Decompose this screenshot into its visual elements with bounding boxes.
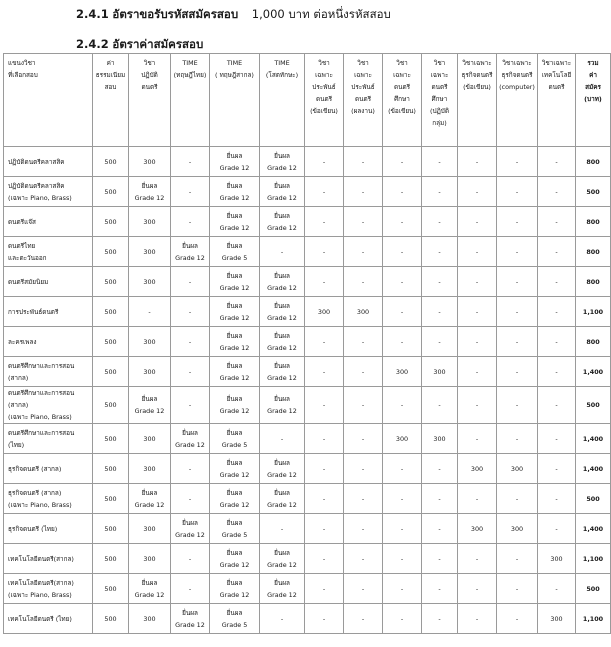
cell-music-education-ensemble: - xyxy=(422,207,458,237)
cell-music-education-ensemble: - xyxy=(422,387,458,424)
cell-time-western-theory: ยื่นผล Grade 12 xyxy=(210,267,260,297)
cell-exam-fee: 500 xyxy=(93,454,129,484)
cell-composition-written: - xyxy=(305,454,344,484)
cell-music-education-ensemble: - xyxy=(422,237,458,267)
cell-composition-portfolio: - xyxy=(344,207,383,237)
cell-music-practice: 300 xyxy=(129,454,171,484)
cell-time-ear-training: ยื่นผล Grade 12 xyxy=(260,177,305,207)
cell-composition-portfolio: - xyxy=(344,574,383,604)
cell-music-education-ensemble: 300 xyxy=(422,357,458,387)
header-music-practice: วิชา ปฏิบัติ ดนตรี xyxy=(129,54,171,147)
table-row xyxy=(4,357,611,387)
header-music-education-written: วิชา เฉพาะ ดนตรี ศึกษา (ข้อเขียน) xyxy=(383,54,422,147)
cell-exam-fee: 500 xyxy=(93,177,129,207)
section-title: อัตราค่าสมัครสอบ xyxy=(112,37,204,51)
cell-time-ear-training: ยื่นผล Grade 12 xyxy=(260,357,305,387)
cell-exam-fee: 500 xyxy=(93,297,129,327)
cell-subject: ปฏิบัติดนตรีคลาสสิค (เฉพาะ Piano, Brass) xyxy=(4,177,93,207)
cell-music-education-ensemble: - xyxy=(422,574,458,604)
cell-music-education-written: - xyxy=(383,387,422,424)
cell-time-ear-training: ยื่นผล Grade 12 xyxy=(260,574,305,604)
cell-music-education-ensemble: - xyxy=(422,177,458,207)
header-music-business-computer: วิชาเฉพาะ ธุรกิจดนตรี (computer) xyxy=(497,54,538,147)
cell-music-business-computer: 300 xyxy=(497,514,538,544)
cell-subject: การประพันธ์ดนตรี xyxy=(4,297,93,327)
cell-composition-portfolio: - xyxy=(344,327,383,357)
cell-music-technology: - xyxy=(538,177,576,207)
cell-music-education-written: - xyxy=(383,327,422,357)
cell-composition-portfolio: - xyxy=(344,387,383,424)
section-note: 1,000 บาท ต่อหนึ่งรหัสสอบ xyxy=(251,7,391,21)
cell-composition-portfolio: 300 xyxy=(344,297,383,327)
cell-music-business-computer: - xyxy=(497,387,538,424)
table-row xyxy=(4,267,611,297)
cell-music-business-written: - xyxy=(458,177,497,207)
cell-music-technology: 300 xyxy=(538,604,576,634)
header-time-western-theory: TIME ( ทฤษฎีสากล) xyxy=(210,54,260,147)
cell-time-ear-training: - xyxy=(260,514,305,544)
cell-composition-portfolio: - xyxy=(344,237,383,267)
cell-total-fee: 1,400 xyxy=(576,454,611,484)
cell-music-education-ensemble: - xyxy=(422,147,458,177)
cell-time-western-theory: ยื่นผล Grade 12 xyxy=(210,327,260,357)
cell-music-business-written: - xyxy=(458,424,497,454)
cell-time-thai-theory: ยื่นผล Grade 12 xyxy=(171,604,210,634)
cell-subject: ธุรกิจดนตรี (ไทย) xyxy=(4,514,93,544)
cell-time-western-theory: ยื่นผล Grade 12 xyxy=(210,297,260,327)
cell-exam-fee: 500 xyxy=(93,604,129,634)
table-row xyxy=(4,574,611,604)
cell-time-ear-training: ยื่นผล Grade 12 xyxy=(260,147,305,177)
cell-music-education-written: - xyxy=(383,147,422,177)
cell-music-business-computer: - xyxy=(497,357,538,387)
cell-music-business-written: - xyxy=(458,357,497,387)
cell-time-western-theory: ยื่นผล Grade 12 xyxy=(210,574,260,604)
cell-composition-written: 300 xyxy=(305,297,344,327)
cell-time-ear-training: ยื่นผล Grade 12 xyxy=(260,544,305,574)
cell-time-thai-theory: - xyxy=(171,574,210,604)
cell-time-western-theory: ยื่นผล Grade 12 xyxy=(210,177,260,207)
cell-music-practice: 300 xyxy=(129,544,171,574)
cell-music-education-written: - xyxy=(383,207,422,237)
cell-music-business-computer: - xyxy=(497,484,538,514)
cell-time-ear-training: ยื่นผล Grade 12 xyxy=(260,484,305,514)
cell-music-business-computer: - xyxy=(497,207,538,237)
cell-music-practice: ยื่นผล Grade 12 xyxy=(129,387,171,424)
cell-total-fee: 800 xyxy=(576,147,611,177)
cell-music-practice: 300 xyxy=(129,147,171,177)
cell-music-education-written: - xyxy=(383,177,422,207)
table-row xyxy=(4,484,611,514)
cell-music-education-ensemble: - xyxy=(422,267,458,297)
cell-music-business-computer: - xyxy=(497,424,538,454)
cell-music-education-ensemble: 300 xyxy=(422,424,458,454)
cell-music-education-ensemble: - xyxy=(422,604,458,634)
cell-music-education-ensemble: - xyxy=(422,327,458,357)
cell-exam-fee: 500 xyxy=(93,207,129,237)
cell-total-fee: 500 xyxy=(576,574,611,604)
section-number: 2.4.2 xyxy=(76,37,109,51)
cell-music-business-computer: 300 xyxy=(497,454,538,484)
cell-music-technology: - xyxy=(538,237,576,267)
cell-subject: ดนตรีไทย และตะวันออก xyxy=(4,237,93,267)
cell-music-technology: - xyxy=(538,574,576,604)
cell-subject: ดนตรีศึกษาและการสอน (สากล) xyxy=(4,357,93,387)
cell-music-education-ensemble: - xyxy=(422,544,458,574)
cell-music-practice: 300 xyxy=(129,237,171,267)
cell-time-western-theory: ยื่นผล Grade 5 xyxy=(210,514,260,544)
cell-composition-written: - xyxy=(305,147,344,177)
cell-music-technology: - xyxy=(538,514,576,544)
table-row xyxy=(4,454,611,484)
cell-time-thai-theory: ยื่นผล Grade 12 xyxy=(171,237,210,267)
cell-total-fee: 800 xyxy=(576,267,611,297)
cell-time-thai-theory: ยื่นผล Grade 12 xyxy=(171,424,210,454)
cell-time-western-theory: ยื่นผล Grade 12 xyxy=(210,207,260,237)
cell-music-technology: - xyxy=(538,454,576,484)
table-row xyxy=(4,544,611,574)
cell-music-practice: 300 xyxy=(129,267,171,297)
header-music-technology: วิชาเฉพาะ เทคโนโลยี ดนตรี xyxy=(538,54,576,147)
cell-music-practice: 300 xyxy=(129,357,171,387)
cell-exam-fee: 500 xyxy=(93,357,129,387)
cell-subject: ดนตรีศึกษาและการสอน (สากล) (เฉพาะ Piano, Brass) xyxy=(4,387,93,424)
cell-total-fee: 500 xyxy=(576,177,611,207)
table-row xyxy=(4,207,611,237)
cell-music-education-ensemble: - xyxy=(422,514,458,544)
cell-composition-written: - xyxy=(305,207,344,237)
cell-total-fee: 1,100 xyxy=(576,297,611,327)
cell-time-thai-theory: - xyxy=(171,387,210,424)
cell-total-fee: 1,400 xyxy=(576,514,611,544)
cell-time-ear-training: - xyxy=(260,237,305,267)
cell-music-business-computer: - xyxy=(497,297,538,327)
cell-music-business-written: - xyxy=(458,147,497,177)
cell-total-fee: 500 xyxy=(576,387,611,424)
cell-time-ear-training: - xyxy=(260,424,305,454)
table-row xyxy=(4,514,611,544)
cell-time-western-theory: ยื่นผล Grade 5 xyxy=(210,237,260,267)
cell-music-practice: 300 xyxy=(129,424,171,454)
cell-music-technology: - xyxy=(538,267,576,297)
section-title: อัตราขอรับรหัสสมัครสอบ xyxy=(112,7,239,21)
cell-composition-written: - xyxy=(305,327,344,357)
cell-music-technology: - xyxy=(538,424,576,454)
cell-music-technology: - xyxy=(538,357,576,387)
cell-composition-portfolio: - xyxy=(344,267,383,297)
cell-music-education-written: - xyxy=(383,484,422,514)
cell-music-technology: - xyxy=(538,484,576,514)
cell-music-technology: - xyxy=(538,387,576,424)
table-header-row xyxy=(4,54,611,147)
cell-music-business-written: - xyxy=(458,297,497,327)
header-total-fee: รวม ค่า สมัคร (บาท) xyxy=(576,54,611,147)
cell-music-business-written: 300 xyxy=(458,514,497,544)
cell-music-technology: - xyxy=(538,207,576,237)
cell-composition-portfolio: - xyxy=(344,544,383,574)
cell-music-education-written: - xyxy=(383,544,422,574)
cell-composition-portfolio: - xyxy=(344,147,383,177)
cell-time-thai-theory: - xyxy=(171,267,210,297)
table-row xyxy=(4,177,611,207)
cell-music-business-written: - xyxy=(458,574,497,604)
cell-time-thai-theory: - xyxy=(171,327,210,357)
header-exam-fee: ค่า ธรรมเนียม สอบ xyxy=(93,54,129,147)
cell-music-business-written: - xyxy=(458,604,497,634)
cell-music-technology: 300 xyxy=(538,544,576,574)
cell-music-business-written: - xyxy=(458,267,497,297)
cell-composition-portfolio: - xyxy=(344,604,383,634)
cell-music-education-written: - xyxy=(383,574,422,604)
cell-music-education-ensemble: - xyxy=(422,484,458,514)
cell-composition-written: - xyxy=(305,357,344,387)
cell-music-education-ensemble: - xyxy=(422,454,458,484)
cell-music-business-written: 300 xyxy=(458,454,497,484)
cell-composition-written: - xyxy=(305,177,344,207)
cell-composition-written: - xyxy=(305,237,344,267)
table-row xyxy=(4,147,611,177)
section-number: 2.4.1 xyxy=(76,7,109,21)
cell-music-education-written: - xyxy=(383,297,422,327)
cell-music-education-written: - xyxy=(383,604,422,634)
cell-total-fee: 1,400 xyxy=(576,357,611,387)
cell-time-ear-training: ยื่นผล Grade 12 xyxy=(260,297,305,327)
cell-music-business-computer: - xyxy=(497,147,538,177)
cell-subject: ดนตรีสมัยนิยม xyxy=(4,267,93,297)
cell-time-thai-theory: - xyxy=(171,177,210,207)
cell-music-practice: 300 xyxy=(129,604,171,634)
cell-exam-fee: 500 xyxy=(93,424,129,454)
cell-time-western-theory: ยื่นผล Grade 5 xyxy=(210,604,260,634)
section-heading-application-fee xyxy=(76,36,203,54)
cell-music-education-written: - xyxy=(383,514,422,544)
cell-music-practice: - xyxy=(129,297,171,327)
cell-exam-fee: 500 xyxy=(93,237,129,267)
cell-time-western-theory: ยื่นผล Grade 12 xyxy=(210,357,260,387)
cell-exam-fee: 500 xyxy=(93,327,129,357)
cell-time-western-theory: ยื่นผล Grade 5 xyxy=(210,424,260,454)
cell-composition-written: - xyxy=(305,574,344,604)
cell-composition-written: - xyxy=(305,484,344,514)
cell-exam-fee: 500 xyxy=(93,147,129,177)
table-row xyxy=(4,387,611,424)
cell-music-education-written: - xyxy=(383,267,422,297)
cell-music-education-written: - xyxy=(383,237,422,267)
cell-time-thai-theory: - xyxy=(171,147,210,177)
fee-table-body xyxy=(4,147,611,634)
cell-music-practice: ยื่นผล Grade 12 xyxy=(129,574,171,604)
cell-total-fee: 1,100 xyxy=(576,544,611,574)
cell-time-western-theory: ยื่นผล Grade 12 xyxy=(210,454,260,484)
header-composition-portfolio: วิชา เฉพาะ ประพันธ์ ดนตรี (ผลงาน) xyxy=(344,54,383,147)
cell-time-thai-theory: - xyxy=(171,454,210,484)
cell-composition-written: - xyxy=(305,514,344,544)
cell-time-western-theory: ยื่นผล Grade 12 xyxy=(210,484,260,514)
cell-subject: ธุรกิจดนตรี (สากล) (เฉพาะ Piano, Brass) xyxy=(4,484,93,514)
cell-composition-written: - xyxy=(305,424,344,454)
cell-subject: เทคโนโลยีดนตรี(สากล) (เฉพาะ Piano, Brass) xyxy=(4,574,93,604)
cell-composition-written: - xyxy=(305,267,344,297)
cell-music-education-written: - xyxy=(383,454,422,484)
cell-subject: เทคโนโลยีดนตรี (ไทย) xyxy=(4,604,93,634)
cell-composition-portfolio: - xyxy=(344,357,383,387)
table-row xyxy=(4,424,611,454)
header-music-business-written: วิชาเฉพาะ ธุรกิจดนตรี (ข้อเขียน) xyxy=(458,54,497,147)
cell-music-practice: ยื่นผล Grade 12 xyxy=(129,177,171,207)
cell-subject: ดนตรีศึกษาและการสอน (ไทย) xyxy=(4,424,93,454)
cell-time-western-theory: ยื่นผล Grade 12 xyxy=(210,387,260,424)
cell-music-practice: 300 xyxy=(129,207,171,237)
cell-subject: ธุรกิจดนตรี (สากล) xyxy=(4,454,93,484)
cell-exam-fee: 500 xyxy=(93,514,129,544)
cell-total-fee: 1,400 xyxy=(576,424,611,454)
cell-composition-written: - xyxy=(305,604,344,634)
cell-music-business-computer: - xyxy=(497,327,538,357)
cell-subject: ละครเพลง xyxy=(4,327,93,357)
cell-time-ear-training: ยื่นผล Grade 12 xyxy=(260,207,305,237)
cell-total-fee: 800 xyxy=(576,327,611,357)
cell-music-education-written: 300 xyxy=(383,424,422,454)
table-row xyxy=(4,297,611,327)
cell-time-thai-theory: - xyxy=(171,207,210,237)
cell-exam-fee: 500 xyxy=(93,574,129,604)
cell-exam-fee: 500 xyxy=(93,267,129,297)
header-music-education-ensemble: วิชา เฉพาะ ดนตรี ศึกษา (ปฏิบัติ กลุ่ม) xyxy=(422,54,458,147)
cell-composition-portfolio: - xyxy=(344,514,383,544)
cell-time-thai-theory: - xyxy=(171,544,210,574)
cell-time-thai-theory: ยื่นผล Grade 12 xyxy=(171,514,210,544)
cell-music-education-written: 300 xyxy=(383,357,422,387)
cell-music-technology: - xyxy=(538,297,576,327)
cell-composition-portfolio: - xyxy=(344,484,383,514)
cell-time-ear-training: ยื่นผล Grade 12 xyxy=(260,454,305,484)
cell-time-ear-training: ยื่นผล Grade 12 xyxy=(260,387,305,424)
cell-time-thai-theory: - xyxy=(171,357,210,387)
cell-music-business-computer: - xyxy=(497,177,538,207)
cell-time-thai-theory: - xyxy=(171,484,210,514)
cell-time-thai-theory: - xyxy=(171,297,210,327)
header-composition-written: วิชา เฉพาะ ประพันธ์ ดนตรี (ข้อเขียน) xyxy=(305,54,344,147)
cell-exam-fee: 500 xyxy=(93,544,129,574)
cell-music-business-written: - xyxy=(458,207,497,237)
cell-music-business-computer: - xyxy=(497,604,538,634)
cell-music-business-written: - xyxy=(458,387,497,424)
cell-total-fee: 800 xyxy=(576,237,611,267)
table-row xyxy=(4,237,611,267)
cell-exam-fee: 500 xyxy=(93,484,129,514)
cell-music-business-computer: - xyxy=(497,237,538,267)
cell-total-fee: 800 xyxy=(576,207,611,237)
cell-exam-fee: 500 xyxy=(93,387,129,424)
cell-total-fee: 1,100 xyxy=(576,604,611,634)
cell-composition-written: - xyxy=(305,544,344,574)
cell-time-western-theory: ยื่นผล Grade 12 xyxy=(210,544,260,574)
cell-music-practice: 300 xyxy=(129,327,171,357)
cell-subject: ดนตรีแจ๊ส xyxy=(4,207,93,237)
cell-music-education-ensemble: - xyxy=(422,297,458,327)
cell-composition-portfolio: - xyxy=(344,454,383,484)
cell-subject: เทคโนโลยีดนตรี(สากล) xyxy=(4,544,93,574)
cell-total-fee: 500 xyxy=(576,484,611,514)
cell-music-business-computer: - xyxy=(497,574,538,604)
cell-composition-portfolio: - xyxy=(344,177,383,207)
cell-time-western-theory: ยื่นผล Grade 12 xyxy=(210,147,260,177)
table-row xyxy=(4,604,611,634)
cell-time-ear-training: ยื่นผล Grade 12 xyxy=(260,327,305,357)
fee-table xyxy=(3,53,611,634)
cell-music-practice: 300 xyxy=(129,514,171,544)
cell-music-business-written: - xyxy=(458,544,497,574)
header-time-ear-training: TIME (โสตทักษะ) xyxy=(260,54,305,147)
cell-time-ear-training: ยื่นผล Grade 12 xyxy=(260,267,305,297)
cell-music-business-written: - xyxy=(458,237,497,267)
cell-composition-portfolio: - xyxy=(344,424,383,454)
cell-music-technology: - xyxy=(538,327,576,357)
header-time-thai-theory: TIME (ทฤษฎีไทย) xyxy=(171,54,210,147)
table-row xyxy=(4,327,611,357)
cell-subject: ปฏิบัติดนตรีคลาสสิค xyxy=(4,147,93,177)
cell-music-practice: ยื่นผล Grade 12 xyxy=(129,484,171,514)
cell-music-business-written: - xyxy=(458,327,497,357)
header-subject: แขนงวิชา ที่เลือกสอบ xyxy=(4,54,93,147)
cell-music-technology: - xyxy=(538,147,576,177)
section-heading-registration-code xyxy=(76,6,391,24)
cell-music-business-written: - xyxy=(458,484,497,514)
cell-time-ear-training: - xyxy=(260,604,305,634)
cell-music-business-computer: - xyxy=(497,267,538,297)
cell-composition-written: - xyxy=(305,387,344,424)
cell-music-business-computer: - xyxy=(497,544,538,574)
